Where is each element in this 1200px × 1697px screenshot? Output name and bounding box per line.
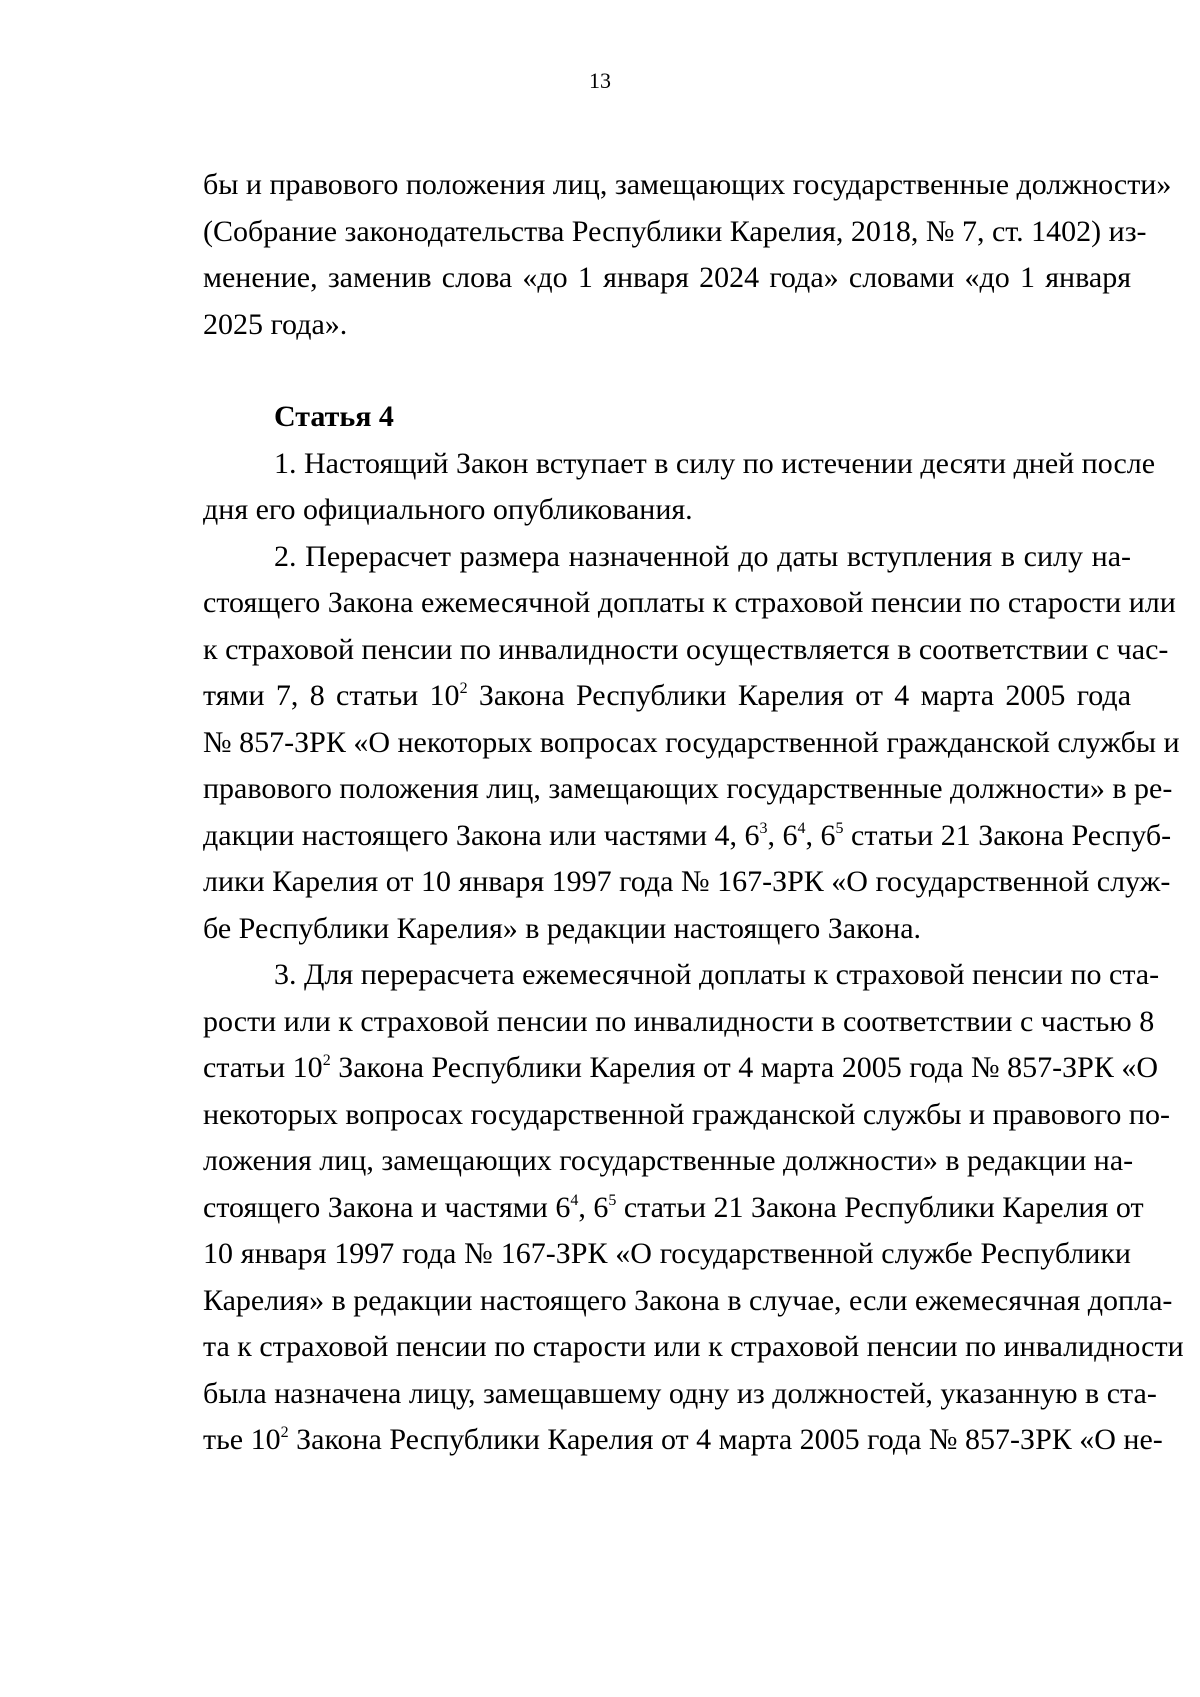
text-line: стоящего Закона и частями $6^4$, $6^5$ статьи 21 Закона Республики Карелия от (203, 1190, 1144, 1224)
text-line: дакции настоящего Закона или частями 4, $6^3$, $6^4$, $6^5$ статьи 21 Закона Респуб- (203, 818, 1172, 852)
text-line: лики Карелия от 10 января 1997 года № 167-ЗРК «О государственной служ- (203, 865, 1171, 898)
text-line: дня его официального опубликования. (203, 493, 693, 526)
article-paragraph-1 (203, 441, 1156, 534)
text-line: бе Республики Карелия» в редакции настоящего Закона. (203, 911, 922, 945)
text-line: Карелия» в редакции настоящего Закона в случае, если ежемесячная допла- (203, 1283, 1173, 1317)
superscript: 2 (459, 680, 468, 697)
superscript: 5 (608, 1191, 617, 1209)
superscript: 4 (570, 1191, 579, 1209)
article-heading: Статья 4 (274, 400, 394, 433)
superscript: 2 (322, 1052, 331, 1069)
text-line: 3. Для перерасчета ежемесячной доплаты к страховой пенсии по ста- (274, 958, 1160, 991)
article-paragraph-2 (203, 534, 1180, 953)
text-line: к страховой пенсии по инвалидности осуществляется в соответствии с час- (203, 632, 1169, 666)
superscript: 5 (835, 819, 844, 837)
text-line: некоторых вопросах государственной гражданской службы и правового по- (203, 1097, 1170, 1131)
document-body (203, 162, 1184, 1464)
superscript: 4 (797, 819, 806, 837)
text-line: менение, заменив слова «до 1 января 2024 года» словами «до 1 января (203, 261, 1131, 294)
text-line: статьи $10^2$ Закона Республики Карелия от 4 марта 2005 года № 857-ЗРК «О (203, 1051, 1159, 1084)
superscript: 2 (280, 1424, 289, 1441)
text-line: та к страховой пенсии по старости или к страховой пенсии по инвалидности (203, 1330, 1184, 1363)
text-line: 2. Перерасчет размера назначенной до даты вступления в силу на- (274, 539, 1131, 573)
article-paragraph-3 (203, 952, 1184, 1464)
page-number: 13 (589, 68, 611, 93)
intro-paragraph (203, 162, 1172, 348)
text-line: 1. Настоящий Закон вступает в силу по истечении десяти дней после (274, 446, 1156, 480)
text-line: ложения лиц, замещающих государственные должности» в редакции на- (203, 1144, 1134, 1177)
text-line: бы и правового положения лиц, замещающих государственные должности» (203, 168, 1172, 201)
text-line: № 857-ЗРК «О некоторых вопросах государственной гражданской службы и (203, 725, 1180, 759)
text-line: тями 7, 8 статьи $10^2$ Закона Республики Карелия от 4 марта 2005 года (203, 679, 1132, 712)
text-line: тье $10^2$ Закона Республики Карелия от 4 марта 2005 года № 857-ЗРК «О не- (203, 1423, 1163, 1456)
superscript: 3 (759, 819, 768, 837)
text-line: 10 января 1997 года № 167-ЗРК «О государственной службе Республики (203, 1237, 1131, 1270)
text-line: была назначена лицу, замещавшему одну из должностей, указанную в ста- (203, 1376, 1157, 1410)
text-line: стоящего Закона ежемесячной доплаты к страховой пенсии по старости или (203, 586, 1176, 619)
text-line: 2025 года». (203, 307, 348, 341)
text-line: (Собрание законодательства Республики Карелия, 2018, № 7, ст. 1402) из- (203, 214, 1147, 248)
text-line: правового положения лиц, замещающих государственные должности» в ре- (203, 772, 1173, 805)
text-line: рости или к страховой пенсии по инвалидности в соответствии с частью 8 (203, 1004, 1155, 1038)
